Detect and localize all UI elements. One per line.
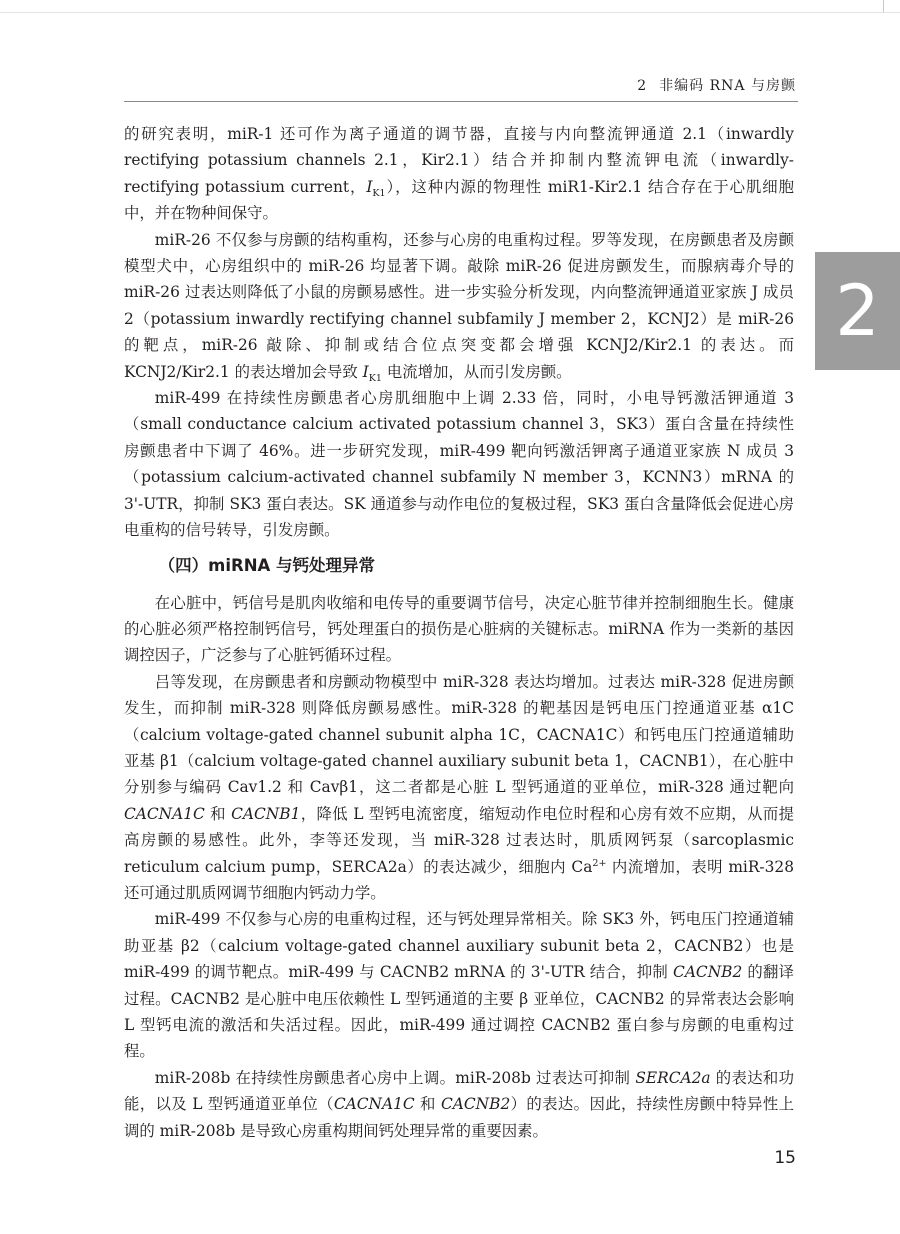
paragraph-5	[124, 669, 794, 907]
body-text	[124, 121, 794, 1144]
running-head	[637, 75, 796, 95]
gene-name: CACNB2	[673, 963, 743, 982]
text-run: miR-208b 在持续性房颤患者心房中上调。miR-208b 过表达可抑制	[154, 1068, 636, 1087]
superscript-charge: 2+	[592, 857, 607, 869]
paragraph-6	[124, 906, 794, 1064]
chapter-tab: 2	[815, 252, 900, 370]
gene-name: CACNB2	[441, 1095, 511, 1114]
symbol-i: I	[366, 177, 373, 196]
text-run: 内流增加，表明 miR-328 还可通过肌质网调节细胞内钙动力学。	[124, 857, 794, 902]
header-rule	[124, 101, 798, 102]
text-run: 和	[414, 1095, 442, 1114]
text-run: 电流增加，从而引发房颤。	[381, 362, 572, 381]
text-run: 的表达和功能，以及 L 型钙通道亚单位（	[124, 1068, 794, 1114]
text-run: miR-499 不仅参与心房的电重构过程，还与钙处理异常相关。除 SK3 外，钙电压门控通道辅助亚基 β2（calcium voltage-gated channel auxiliary subunit beta 2，CACNB2）也是 miR-499 的调节靶点。miR-499 与 CACNB2 mRNA 的 3'-UTR 结合，抑制	[124, 910, 794, 982]
gene-name: CACNB1	[231, 804, 301, 823]
text-run: miR-26 不仅参与房颤的结构重构，还参与心房的电重构过程。罗等发现，在房颤患者及房颤模型犬中，心房组织中的 miR-26 均显著下调。敲除 miR-26 促进房颤发生，而腺病毒介导的 miR-26 过表达则降低了小鼠的房颤易感性。进一步实验分析发现，内向整流钾通道亚家族 J 成员 2（potassium inwardly rectifying channel subfamily J member 2，KCNJ2）是 miR-26 的靶点，miR-26 敲除、抑制或结合位点突变都会增强 KCNJ2/Kir2.1 的表达。而 KCNJ2/Kir2.1 的表达增加会导致	[124, 230, 794, 381]
page-number: 15	[774, 1148, 796, 1168]
text-run: ）的表达。因此，持续性房颤中特异性上调的 miR-208b 是导致心房重构期间钙处理异常的重要因素。	[124, 1095, 794, 1140]
page-edge-rule	[0, 12, 900, 13]
subscript-k1: K1	[372, 187, 386, 199]
subscript-k1: K1	[368, 372, 382, 384]
running-head-chapter-number: 2	[637, 78, 648, 94]
section-heading: （四）miRNA 与钙处理异常	[158, 555, 376, 575]
paragraph-4: 在心脏中，钙信号是肌肉收缩和电传导的重要调节信号，决定心脏节律并控制细胞生长。健康的心脏必须严格控制钙信号，钙处理蛋白的损伤是心脏病的关键标志。miRNA 作为一类新的基因调控因子，广泛参与了心脏钙循环过程。	[124, 593, 794, 665]
paragraph-2	[124, 227, 794, 385]
text-run: ），这种内源的物理性 miR1-Kir2.1 结合存在于心肌细胞中，并在物种间保守。	[124, 177, 794, 223]
text-run: ，降低 L 型钙电流密度，缩短动作电位时程和心房有效不应期，从而提高房颤的易感性。此外，李等还发现，当 miR-328 过表达时，肌质网钙泵（sarcoplasmic reticulum calcium pump，SERCA2a）的表达减少，细胞内 Ca	[124, 804, 794, 876]
paragraph-7	[124, 1065, 794, 1144]
gene-name: CACNA1C	[333, 1095, 415, 1114]
gene-name: CACNA1C	[124, 804, 205, 823]
symbol-i: I	[362, 362, 369, 381]
paragraph-3: miR-499 在持续性房颤患者心房肌细胞中上调 2.33 倍，同时，小电导钙激活钾通道 3（small conductance calcium activated potassium channel 3，SK3）蛋白含量在持续性房颤患者中下调了 46%。进一步研究发现，miR-499 靶向钙激活钾离子通道亚家族 N 成员 3（potassium calcium-activated channel subfamily N member 3，KCNN3）mRNA 的 3'-UTR，抑制 SK3 蛋白表达。SK 通道参与动作电位的复极过程，SK3 蛋白含量降低会促进心房电重构的信号转导，引发房颤。	[124, 389, 794, 540]
gene-name: SERCA2a	[635, 1068, 711, 1087]
trim-mark	[883, 0, 884, 12]
paragraph-1	[124, 121, 794, 227]
text-run: 的翻译过程。CACNB2 是心脏中电压依赖性 L 型钙通道的主要 β 亚单位，CACNB2 的异常表达会影响 L 型钙电流的激活和失活过程。因此，miR-499 通过调控 CACNB2 蛋白参与房颤的电重构过程。	[124, 963, 794, 1061]
text-run: 吕等发现，在房颤患者和房颤动物模型中 miR-328 表达均增加。过表达 miR-328 促进房颤发生，而抑制 miR-328 则降低房颤易感性。miR-328 的靶基因是钙电压门控通道亚基 α1C（calcium voltage-gated channel subunit alpha 1C，CACNA1C）和钙电压门控通道辅助亚基 β1（calcium voltage-gated channel auxiliary subunit beta 1，CACNB1），在心脏中分别参与编码 Cav1.2 和 Cavβ1，这二者都是心脏 L 型钙通道的亚单位，miR-328 通过靶向	[124, 672, 794, 797]
text-run: 的研究表明，miR-1 还可作为离子通道的调节器，直接与内向整流钾通道 2.1（inwardly rectifying potassium channels 2.1，Kir2.1）结合并抑制内整流钾电流（inwardly-rectifying potassium current，	[124, 125, 794, 196]
text-run: 和	[204, 804, 232, 823]
running-head-title: 非编码 RNA 与房颤	[659, 78, 796, 94]
